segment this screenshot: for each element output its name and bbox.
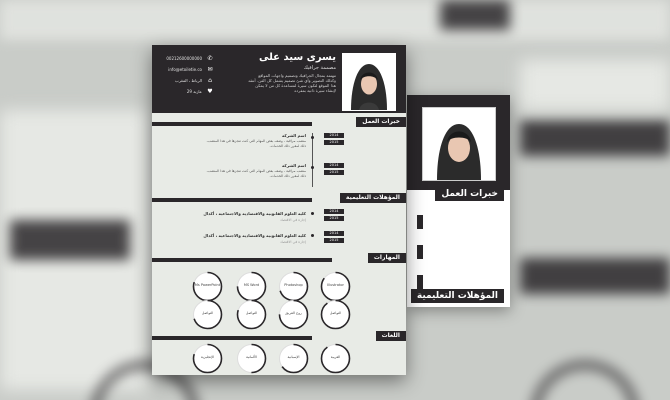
entry-company: اسم الشركة	[281, 163, 306, 168]
contact-list	[166, 55, 214, 99]
contact-status	[166, 88, 214, 99]
entry-description: منصب مراقبة ، وصف بعض المهام التي كنت تنجزها في هذا المنصب. ذلك لمقرر ذلك الخدمات.	[206, 139, 306, 148]
contact-text: الرباط ، المغرب	[175, 78, 202, 83]
section-divider	[152, 258, 332, 262]
entry-title: كلية العلوم القانونية والاقتصادية والاجتماعية ، أكدال	[203, 211, 306, 216]
back-bar	[417, 245, 423, 259]
resume-sheet	[152, 45, 406, 375]
skill-ring	[280, 301, 307, 328]
skill-label: MS Word	[243, 283, 260, 287]
resume-name: يسرى سيد على	[258, 52, 336, 63]
section-divider	[152, 198, 312, 202]
skill-label: Ms PowerPoint	[194, 283, 221, 287]
year-to: 2015	[324, 140, 344, 145]
timeline-dot	[311, 212, 314, 215]
languages-title: اللغات	[376, 331, 406, 341]
year-from: 2014	[324, 231, 344, 236]
heart-icon: ♥	[207, 88, 213, 95]
entry-description: منصب مراقبة ، وصف بعض المهام التي كنت تنجزها في هذا المنصب. ذلك لمقرر ذلك الخدمات.	[206, 169, 306, 178]
back-education-title: المؤهلات التعليمية	[411, 289, 504, 303]
language-ring	[194, 345, 221, 372]
language-ring	[280, 345, 307, 372]
home-icon: ⌂	[208, 77, 212, 84]
skill-label: الإسبانية	[287, 355, 300, 359]
section-divider	[152, 336, 312, 340]
year-to: 2015	[324, 170, 344, 175]
experience-title: خبرات العمل	[356, 117, 406, 127]
skill-label: الألمانية	[245, 355, 258, 359]
skill-label: روح الفريق	[285, 311, 302, 315]
resume-job-title: مصممة جرافيك	[303, 65, 336, 71]
skill-label: الإنجليزية	[200, 355, 215, 359]
skill-label: التواصل	[201, 311, 214, 315]
contact-email	[166, 66, 214, 77]
skill-ring	[322, 273, 349, 300]
resume-summary: مهتمة بمجال الجرافيك وتصميم واجهات المواقع وكذلك التصوير وأي شئ تصميم يشمل كل الفن. أنتقد هذا الموقع لتكون سيرة لمساعدة كل من لا يمكن لإنشاء سيرة ذاتية بمفرده	[248, 73, 336, 93]
year-from: 2014	[324, 133, 344, 138]
contact-address	[166, 77, 214, 88]
skill-label: Illustrator	[327, 283, 344, 287]
skill-ring	[194, 273, 221, 300]
profile-photo	[342, 53, 396, 111]
entry-title: كلية العلوم القانونية والاقتصادية والاجتماعية ، أكدال	[203, 233, 306, 238]
back-bar	[417, 215, 423, 229]
contact-text: 00212600000000	[166, 56, 202, 61]
skill-label: العربية	[330, 355, 341, 359]
entry-description: إجازة في الاقتصاد	[280, 240, 306, 244]
entry-description: إجازة في الاقتصاد	[280, 218, 306, 222]
contact-phone	[166, 55, 214, 66]
back-bar	[417, 275, 423, 289]
skill-label: Photoshop	[284, 283, 303, 287]
timeline-dot	[311, 166, 314, 169]
skill-label: التواصل	[329, 311, 342, 315]
skill-ring	[322, 301, 349, 328]
skill-ring	[280, 273, 307, 300]
section-divider	[152, 122, 312, 126]
skill-label: التواصل	[245, 311, 258, 315]
back-experience-title: خبرات العمل	[435, 187, 504, 201]
skill-ring	[238, 301, 265, 328]
contact-text: عازبة 29	[186, 89, 202, 94]
skill-ring	[194, 301, 221, 328]
skill-ring	[238, 273, 265, 300]
resume-header	[152, 45, 406, 113]
entry-company: اسم الشركة	[281, 133, 306, 138]
resume-sheet-back	[407, 95, 510, 307]
back-photo	[422, 107, 496, 181]
language-ring	[238, 345, 265, 372]
timeline-dot	[311, 136, 314, 139]
year-from: 2014	[324, 209, 344, 214]
phone-icon: ✆	[207, 55, 213, 62]
education-title: المؤهلات التعليمية	[340, 193, 406, 203]
email-icon: ✉	[207, 66, 213, 73]
timeline-line	[312, 133, 313, 187]
year-from: 2014	[324, 163, 344, 168]
skills-title: المهارات	[368, 253, 406, 263]
timeline-dot	[311, 234, 314, 237]
year-to: 2015	[324, 238, 344, 243]
language-ring	[322, 345, 349, 372]
year-to: 2015	[324, 216, 344, 221]
contact-text: info@etoiletie.co	[168, 67, 202, 72]
